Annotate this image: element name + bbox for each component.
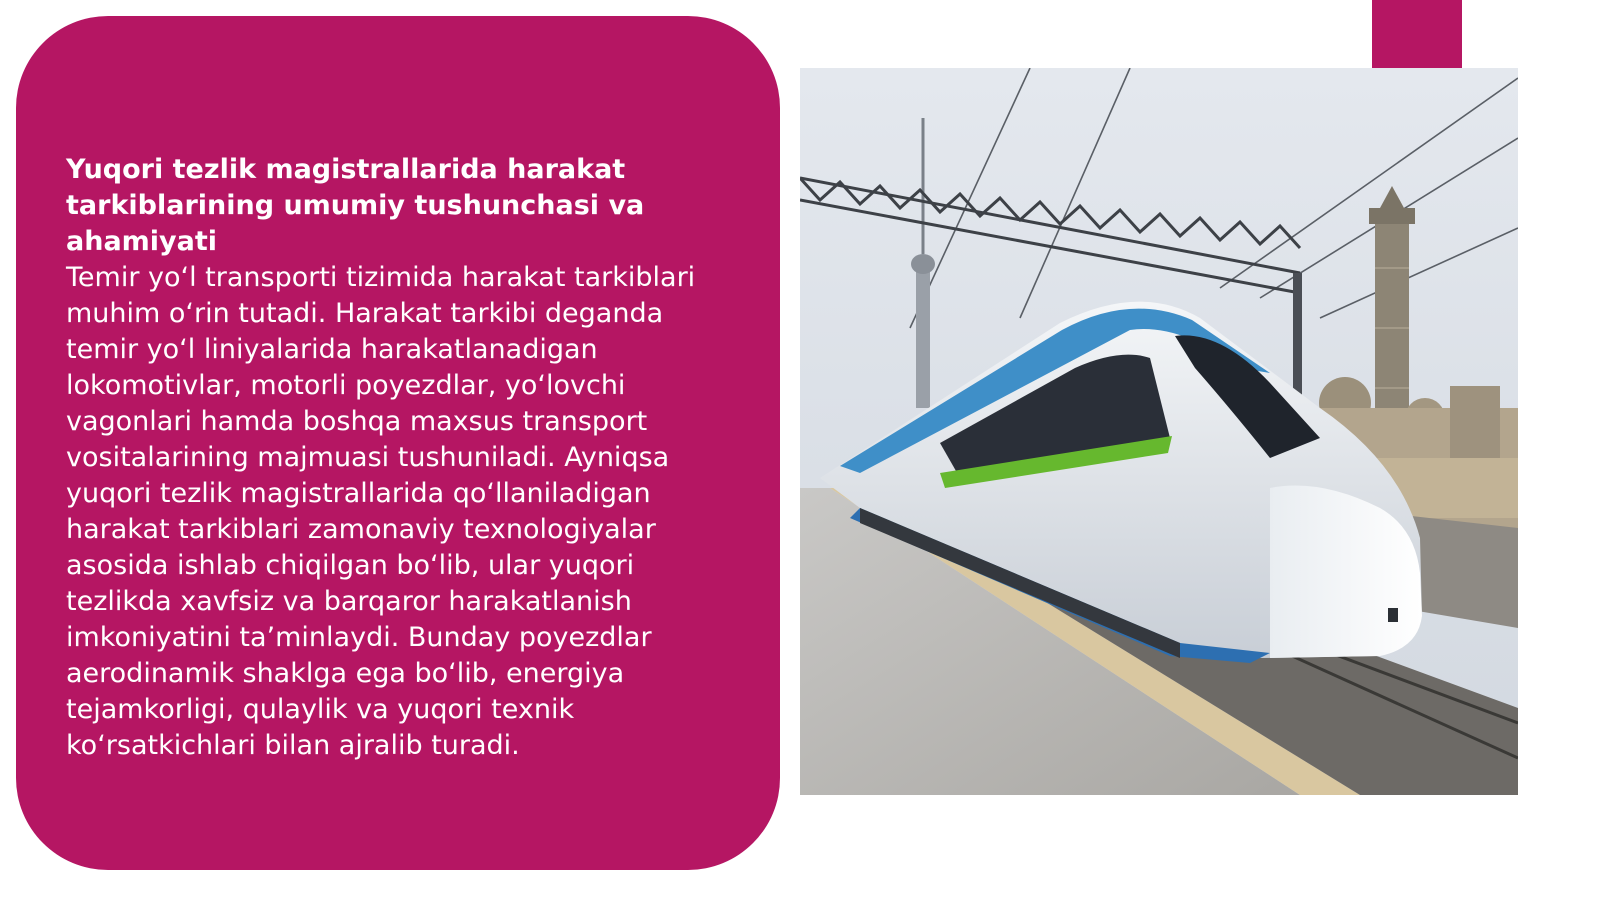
slide-body-text: Temir yo‘l transporti tizimida harakat tarkiblari muhim o‘rin tutadi. Harakat tarkibi deganda temir yo‘l liniyalarida harakatlanadigan lokomotivlar, motorli poyezdlar, yo‘lovchi vagonlari hamda boshqa maxsus transport vositalarining majmuasi tushuniladi. Ayniqsa yuqori tezlik magistrallarida qo‘llaniladigan harakat tarkiblari zamonaviy texnologiyalar asosida ishlab chiqilgan bo‘lib, ular yuqori tezlikda xavfsiz va barqaror harakatlanish imkoniyatini ta’minlaydi. Bunday poyezdlar aerodinamik shaklga ega bo‘lib, energiya tejamkorligi, qulaylik va yuqori texnik ko‘rsatkichlari bilan ajralib turadi. — [66, 262, 696, 761]
accent-tab — [1372, 0, 1462, 68]
text-card — [16, 16, 780, 870]
slide-heading: Yuqori tezlik magistrallarida harakat tarkiblarining umumiy tushunchasi va ahamiyati — [66, 154, 645, 257]
train-photo — [800, 68, 1518, 795]
